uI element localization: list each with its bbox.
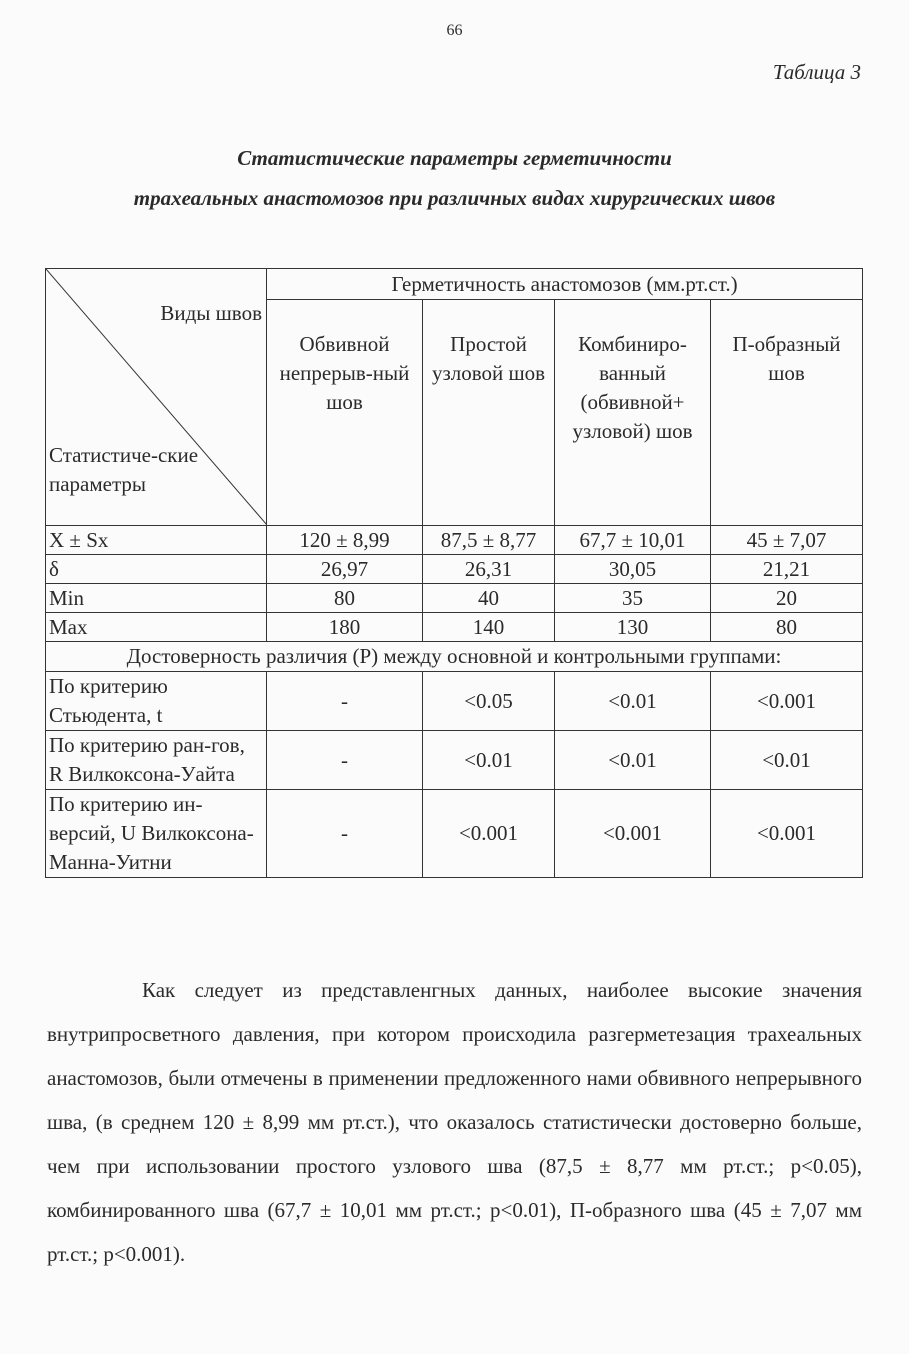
cell: 26,97 [267, 555, 423, 584]
corner-top-label: Виды швов [160, 301, 262, 325]
cell: - [267, 672, 423, 731]
cell: 120 ± 8,99 [267, 526, 423, 555]
cell: 87,5 ± 8,77 [423, 526, 555, 555]
body-paragraph [47, 968, 862, 1276]
cell: 20 [711, 584, 863, 613]
row-label: X ± Sx [46, 526, 267, 555]
page-number: 66 [446, 22, 463, 39]
cell: <0.001 [423, 790, 555, 878]
cell: <0.01 [711, 731, 863, 790]
cell: 21,21 [711, 555, 863, 584]
row-label: По критерию Стьюдента, t [46, 672, 267, 731]
table-title-line-1: Статистические параметры герметичности [237, 146, 672, 170]
statistics-table [45, 268, 863, 878]
cell: 130 [555, 613, 711, 642]
cell: <0.001 [711, 672, 863, 731]
cell: 35 [555, 584, 711, 613]
cell: 140 [423, 613, 555, 642]
cell: 30,05 [555, 555, 711, 584]
row-label: По критерию ран-гов, R Вилкоксона-Уайта [46, 731, 267, 790]
corner-bottom-label: Статистиче-ские параметры [49, 443, 199, 496]
table-row [46, 672, 863, 731]
cell: 80 [711, 613, 863, 642]
cell: - [267, 731, 423, 790]
table-row [46, 555, 863, 584]
column-header-3: Комбиниро-ванный (обвивной+ узловой) шов [555, 300, 711, 526]
cell: 26,31 [423, 555, 555, 584]
column-header-4: П-образный шов [711, 300, 863, 526]
column-header-2: Простой узловой шов [423, 300, 555, 526]
group-header: Герметичность анастомозов (мм.рт.ст.) [267, 269, 863, 300]
table-label: Таблица 3 [772, 60, 861, 84]
table-title-line-2: трахеальных анастомозов при различных видах хирургических швов [133, 186, 776, 210]
row-label: Min [46, 584, 267, 613]
row-label: По критерию ин-версий, U Вилкоксона-Манна-Уитни [46, 790, 267, 878]
table-row [46, 731, 863, 790]
cell: <0.001 [711, 790, 863, 878]
column-header-1: Обвивной непрерыв-ный шов [267, 300, 423, 526]
cell: 67,7 ± 10,01 [555, 526, 711, 555]
cell: 80 [267, 584, 423, 613]
cell: 40 [423, 584, 555, 613]
row-label: δ [46, 555, 267, 584]
significance-header: Достоверность различия (Р) между основной и контрольными группами: [46, 642, 863, 672]
cell: <0.05 [423, 672, 555, 731]
table-row [46, 790, 863, 878]
table-row [46, 613, 863, 642]
cell: 180 [267, 613, 423, 642]
cell: <0.01 [555, 731, 711, 790]
table-row [46, 526, 863, 555]
row-label: Max [46, 613, 267, 642]
corner-header-cell [46, 269, 267, 526]
cell: 45 ± 7,07 [711, 526, 863, 555]
cell: <0.01 [555, 672, 711, 731]
table-row [46, 584, 863, 613]
cell: <0.001 [555, 790, 711, 878]
cell: <0.01 [423, 731, 555, 790]
cell: - [267, 790, 423, 878]
paragraph-text: Как следует из представленгных данных, наиболее высокие значения внутрипросветного давления, при котором происходила разгерметезация трахеальных анастомозов, были отмечены в применении предложенного нами обвивного непрерывного шва, (в среднем 120 ± 8,99 мм рт.ст.), что оказалось статистически достоверно больше, чем при использовании простого узлового шва (87,5 ± 8,77 мм рт.ст.; p<0.05), комбинированного шва (67,7 ± 10,01 мм рт.ст.; p<0.01), П-образного шва (45 ± 7,07 мм рт.ст.; p<0.001). [47, 978, 862, 1266]
